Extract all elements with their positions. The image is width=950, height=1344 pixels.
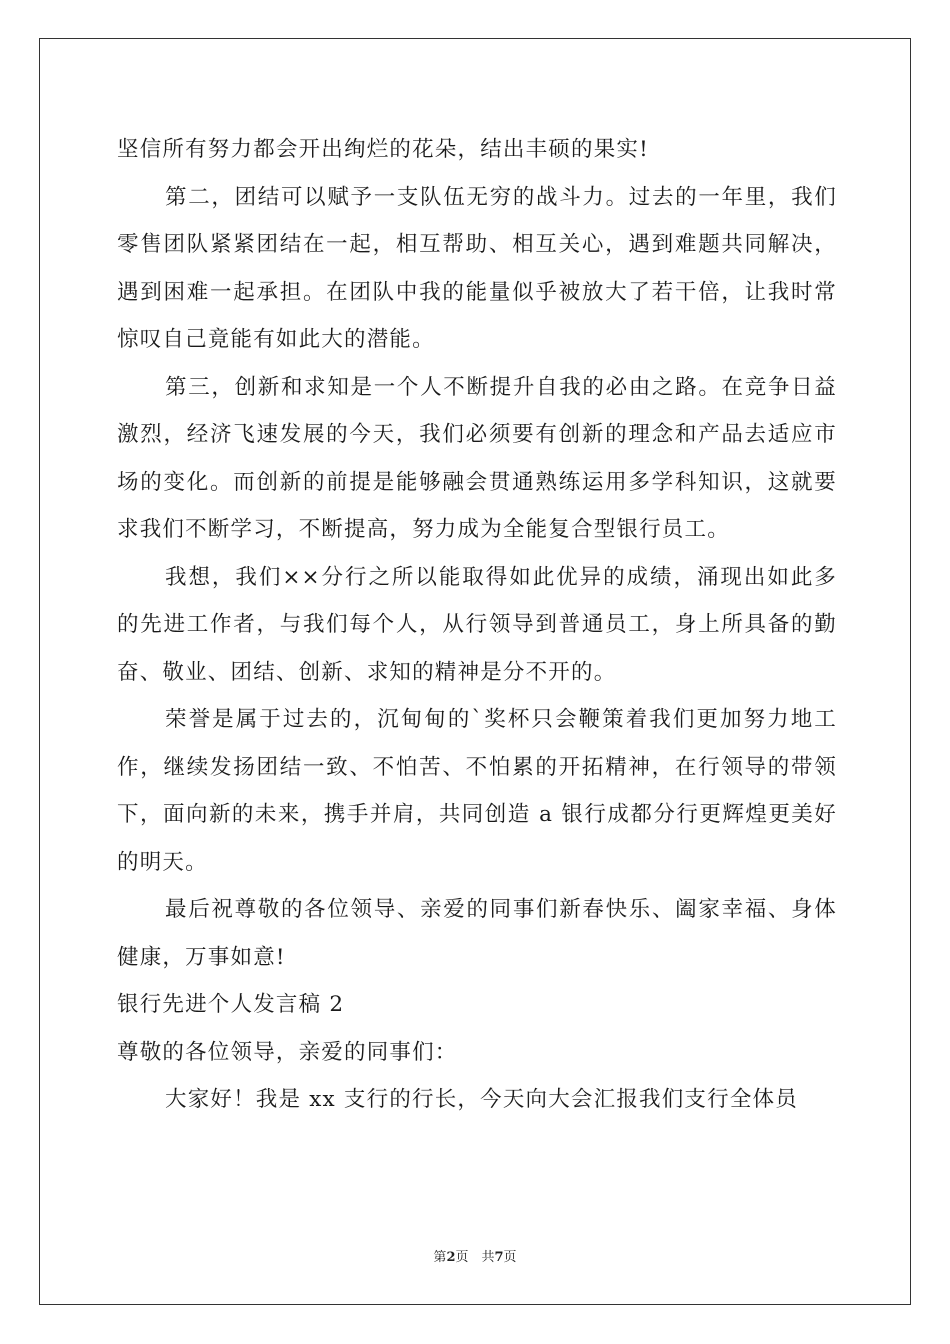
footer-middle: 页 共 <box>455 1250 495 1265</box>
paragraph-5: 荣誉是属于过去的，沉甸甸的`奖杯只会鞭策着我们更加努力地工作，继续发扬团结一致、不怕苦、不怕累的开拓精神，在行领导的带领下，面向新的未来，携手并肩，共同创造 a 银行成都分行更辉煌更美好的明天。 <box>117 707 837 875</box>
footer-total-pages: 7 <box>494 1250 504 1265</box>
paragraph-2: 第二，团结可以赋予一支队伍无穷的战斗力。过去的一年里，我们零售团队紧紧团结在一起，相互帮助、相互关心，遇到难题共同解决，遇到困难一起承担。在团队中我的能量似乎被放大了若干倍，让我时常惊叹自己竟能有如此大的潜能。 <box>117 184 837 352</box>
section-title: 银行先进个人发言稿 2 <box>117 992 345 1017</box>
footer-prefix: 第 <box>433 1250 447 1265</box>
paragraph-7: 大家好！我是 xx 支行的行长，今天向大会汇报我们支行全体员 <box>165 1087 798 1112</box>
document-body <box>117 126 837 1124</box>
paragraph-1: 坚信所有努力都会开出绚烂的花朵，结出丰硕的果实! <box>117 137 649 162</box>
footer-suffix: 页 <box>503 1250 517 1265</box>
paragraph-4: 我想，我们××分行之所以能取得如此优异的成绩，涌现出如此多的先进工作者，与我们每个人，从行领导到普通员工，身上所具备的勤奋、敬业、团结、创新、求知的精神是分不开的。 <box>117 564 837 685</box>
paragraph-6: 最后祝尊敬的各位领导、亲爱的同事们新春快乐、阖家幸福、身体健康，万事如意! <box>117 897 837 970</box>
page-footer <box>0 1246 950 1265</box>
footer-current-page: 2 <box>446 1250 456 1265</box>
salutation: 尊敬的各位领导，亲爱的同事们： <box>117 1039 458 1065</box>
paragraph-3: 第三，创新和求知是一个人不断提升自我的必由之路。在竞争日益激烈，经济飞速发展的今天，我们必须要有创新的理念和产品去适应市场的变化。而创新的前提是能够融会贯通熟练运用多学科知识，这就要求我们不断学习，不断提高，努力成为全能复合型银行员工。 <box>117 374 837 542</box>
